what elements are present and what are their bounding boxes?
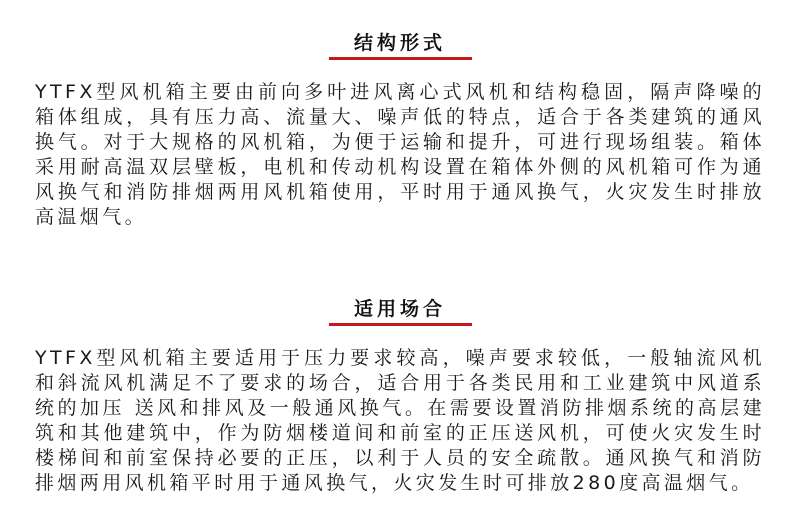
section-body-text: YTFX型风机箱主要由前向多叶进风离心式风机和结构稳固，隔声降噪的箱体组成，具有压力高、流量大、噪声低的特点，适合于各类建筑的通风换气。对于大规格的风机箱，为便于运输和提升，可进行现场组装。箱体采用耐高温双层壁板，电机和传动机构设置在箱体外侧的风机箱可作为通风换气和消防排烟两用风机箱使用，平时用于通风换气，火灾发生时排放高温烟气。 <box>35 81 765 228</box>
section-body-text: YTFX型风机箱主要适用于压力要求较高，噪声要求较低，一般轴流风机和斜流风机满足不了要求的场合，适合用于各类民用和工业建筑中风道系统的加压 送风和排风及一般通风换气。在需要设置消防排烟系统的高层建筑和其他建筑中，作为防烟楼道间和前室的正压送风机，可使火灾发生时楼梯间和前室保持必要的正压，以利于人员的安全疏散。通风换气和消防排烟两用风机箱平时用于通风换气，火灾发生时可排放280度高温烟气。 <box>35 347 765 494</box>
section-title: 适用场合 <box>353 298 446 320</box>
section-heading <box>0 296 800 326</box>
title-underline <box>329 57 472 60</box>
title-underline <box>329 323 472 326</box>
section-heading <box>0 30 800 60</box>
section-title: 结构形式 <box>353 32 446 54</box>
